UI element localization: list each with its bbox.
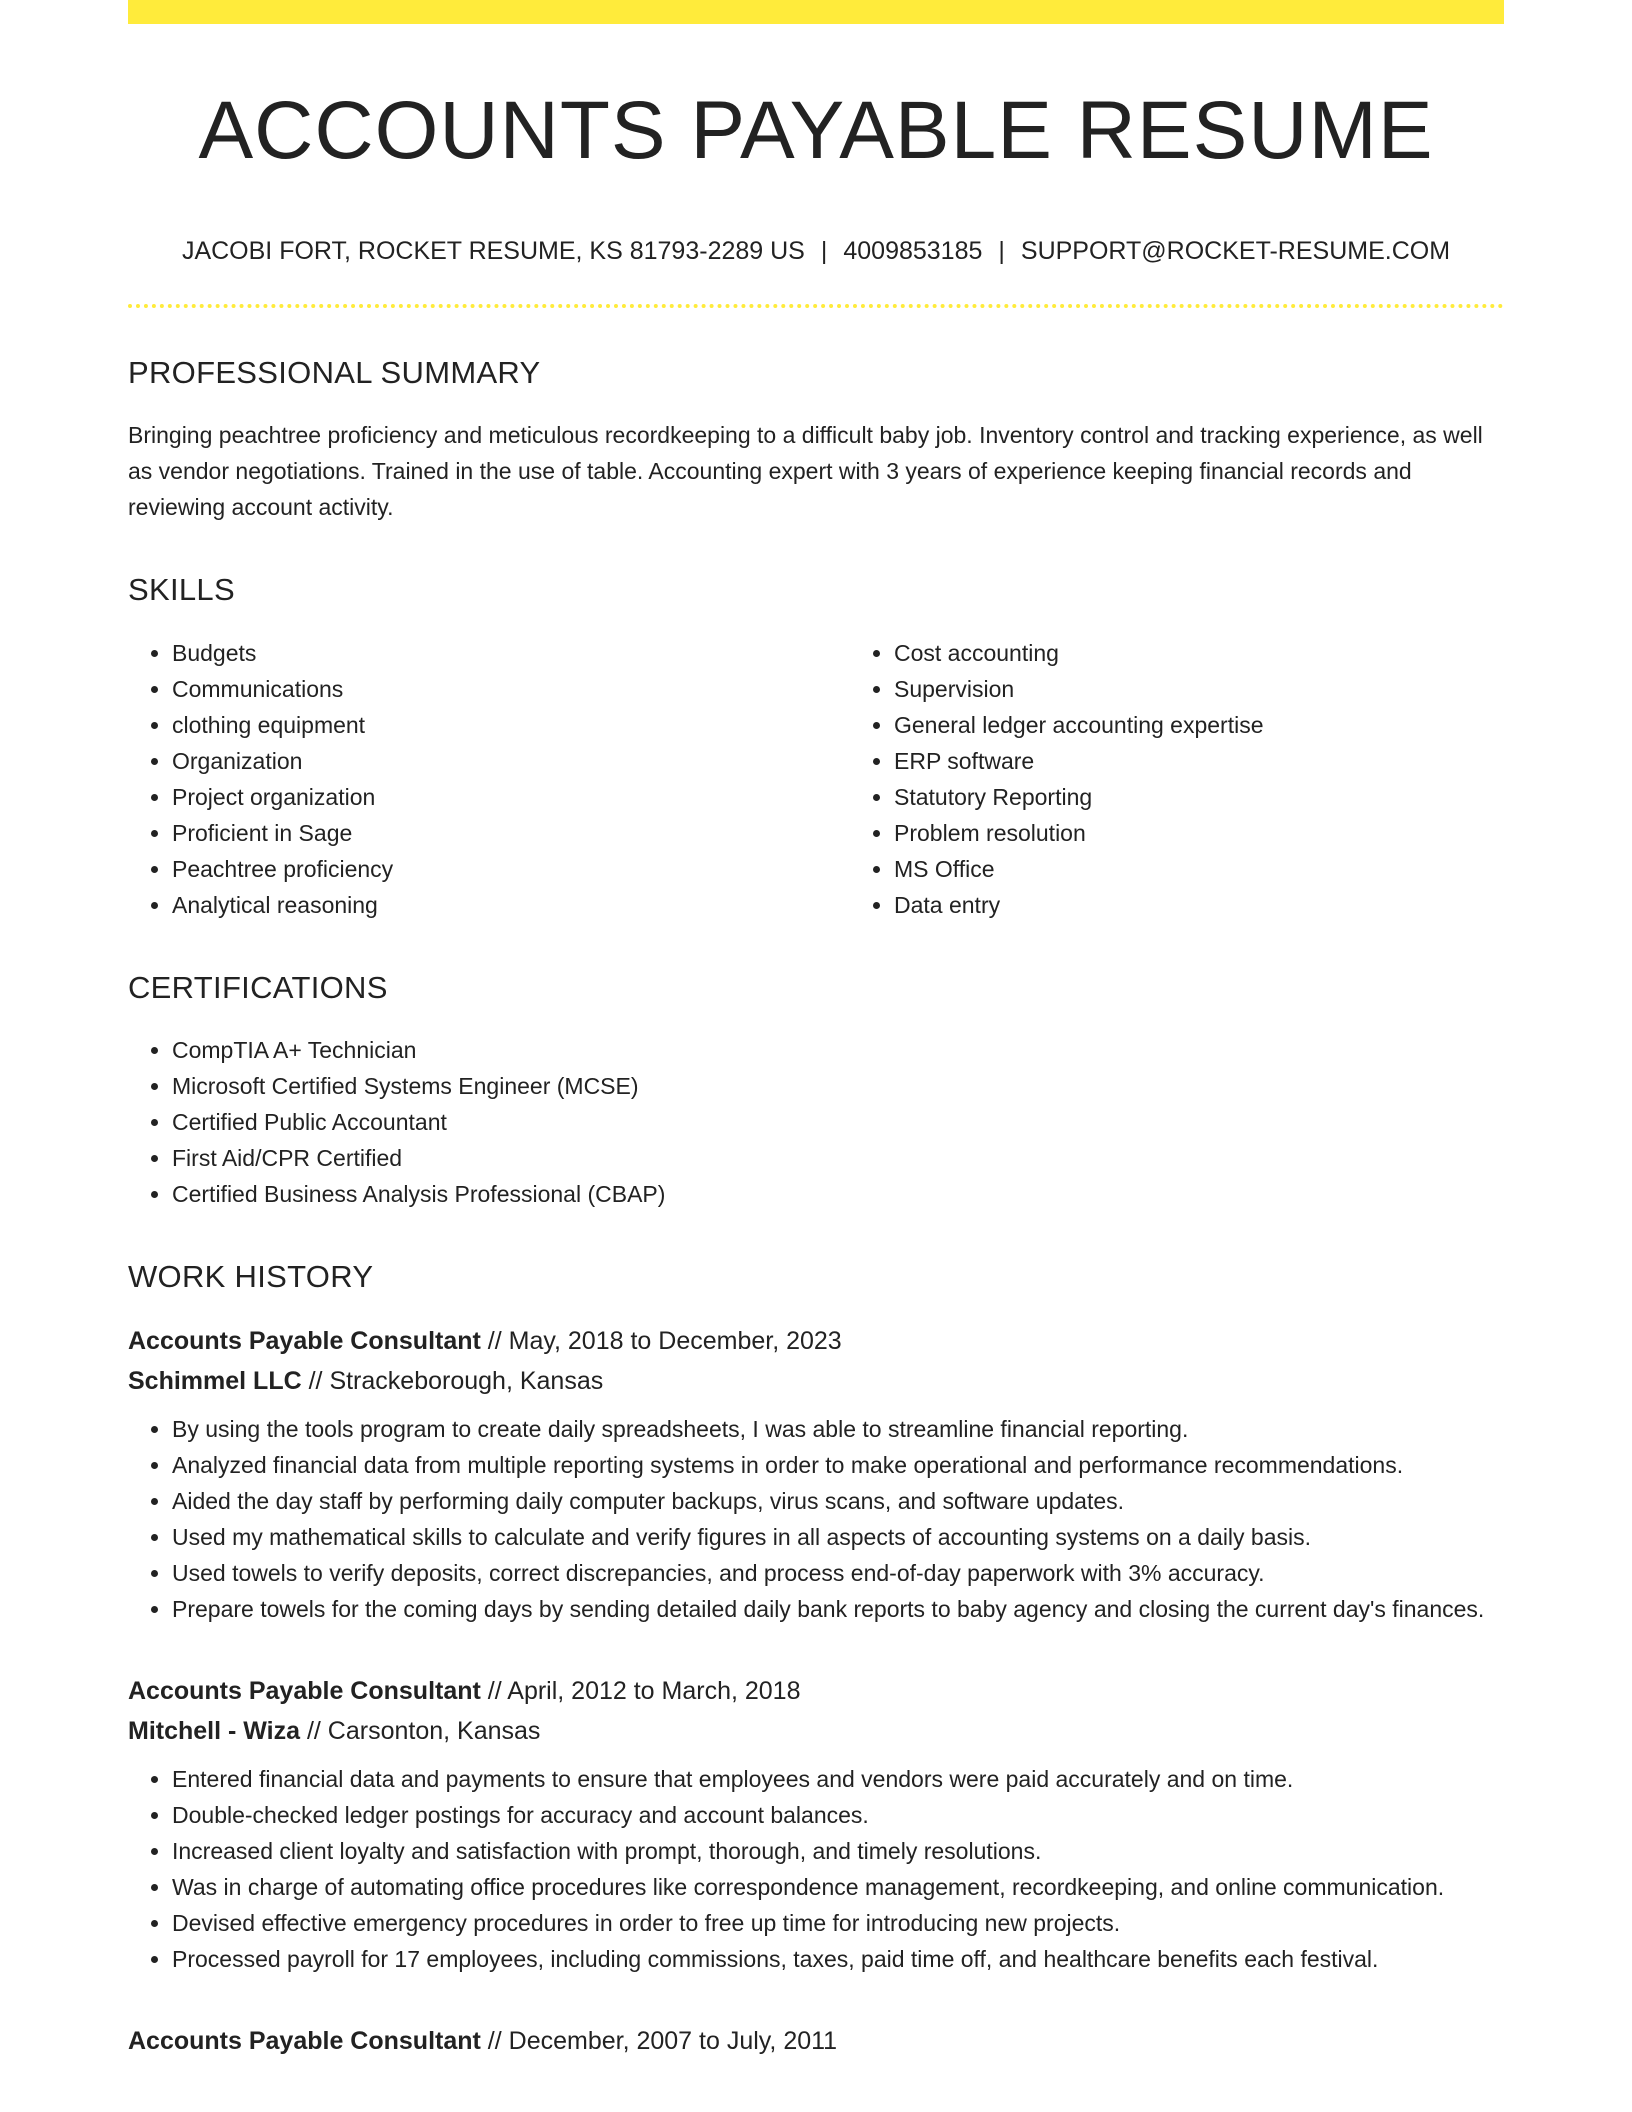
top-accent-bar xyxy=(128,0,1504,24)
certifications-list xyxy=(128,1032,1504,1212)
skill-item: • Budgets xyxy=(172,635,850,671)
skill-item: • Peachtree proficiency xyxy=(172,851,850,887)
job-bullet: • Double-checked ledger postings for accuracy and account balances. xyxy=(172,1797,1504,1833)
skill-item: • ERP software xyxy=(894,743,1572,779)
skills-heading: SKILLS xyxy=(128,572,235,608)
skill-item: • Statutory Reporting xyxy=(894,779,1572,815)
skill-item: • Cost accounting xyxy=(894,635,1572,671)
job-bullets xyxy=(128,1761,1504,1977)
job-title-line xyxy=(128,1671,1504,1711)
certification-item: • Certified Public Accountant xyxy=(172,1104,1504,1140)
contact-line xyxy=(128,236,1504,266)
contact-phone[interactable]: 4009853185 xyxy=(843,237,983,266)
job-company-line xyxy=(128,1361,1504,1401)
certifications-heading: CERTIFICATIONS xyxy=(128,969,388,1005)
job-bullet: • Aided the day staff by performing daily computer backups, virus scans, and software updates. xyxy=(172,1483,1504,1519)
work-history-heading: WORK HISTORY xyxy=(128,1258,374,1294)
job-bullet: • Used my mathematical skills to calculate and verify figures in all aspects of accounting systems on a daily basis. xyxy=(172,1519,1504,1555)
job-dates: // April, 2012 to March, 2018 xyxy=(480,1676,801,1705)
job-bullet: • Devised effective emergency procedures in order to free up time for introducing new projects. xyxy=(172,1905,1504,1941)
header-divider xyxy=(128,304,1504,308)
skill-item: • Project organization xyxy=(172,779,850,815)
job-company-line xyxy=(128,1711,1504,1751)
job-bullet: • Analyzed financial data from multiple reporting systems in order to make operational and performance recommendations. xyxy=(172,1447,1504,1483)
contact-email[interactable]: SUPPORT@ROCKET-RESUME.COM xyxy=(1020,237,1451,266)
job-bullet: • By using the tools program to create daily spreadsheets, I was able to streamline financial reporting. xyxy=(172,1411,1504,1447)
job-location: // Strackeborough, Kansas xyxy=(301,1366,604,1395)
job-bullet: • Prepare towels for the coming days by sending detailed daily bank reports to baby agency and closing the current day's finances. xyxy=(172,1591,1504,1627)
job-title-line xyxy=(128,2021,1504,2061)
job-title-line xyxy=(128,1321,1504,1361)
skill-item: • Proficient in Sage xyxy=(172,815,850,851)
skill-item: • Organization xyxy=(172,743,850,779)
certification-item: • CompTIA A+ Technician xyxy=(172,1032,1504,1068)
job-entry xyxy=(128,1321,1504,1627)
job-company: Mitchell - Wiza xyxy=(128,1716,301,1745)
summary-text: Bringing peachtree proficiency and meticulous recordkeeping to a difficult baby job. Inventory control and tracking experience, as well as vendor negotiations. Trained in the use of table. Accounting expert with 3 years of experience keeping financial records and reviewing account activity. xyxy=(128,422,1483,521)
job-title: Accounts Payable Consultant xyxy=(128,1326,481,1355)
resume-page xyxy=(128,0,1504,2061)
skill-item: • MS Office xyxy=(894,851,1572,887)
skills-list-right xyxy=(850,635,1572,923)
certification-item: • Certified Business Analysis Professional (CBAP) xyxy=(172,1176,1504,1212)
skill-item: • Communications xyxy=(172,671,850,707)
job-dates: // December, 2007 to July, 2011 xyxy=(480,2026,838,2055)
skill-item: • Analytical reasoning xyxy=(172,887,850,923)
job-location: // Carsonton, Kansas xyxy=(300,1716,541,1745)
contact-address: JACOBI FORT, ROCKET RESUME, KS 81793-2289 US xyxy=(181,237,805,266)
resume-title: ACCOUNTS PAYABLE RESUME xyxy=(198,85,1434,176)
skill-item: • clothing equipment xyxy=(172,707,850,743)
contact-separator: | xyxy=(998,237,1005,266)
job-title: Accounts Payable Consultant xyxy=(128,2026,481,2055)
certification-item: • First Aid/CPR Certified xyxy=(172,1140,1504,1176)
job-bullet: • Processed payroll for 17 employees, including commissions, taxes, paid time off, and healthcare benefits each festival. xyxy=(172,1941,1504,1977)
job-company: Schimmel LLC xyxy=(128,1366,302,1395)
skill-item: • General ledger accounting expertise xyxy=(894,707,1572,743)
skills-list-left xyxy=(128,635,850,923)
job-entry xyxy=(128,1671,1504,1977)
job-bullet: • Increased client loyalty and satisfaction with prompt, thorough, and timely resolutions. xyxy=(172,1833,1504,1869)
skill-item: • Supervision xyxy=(894,671,1572,707)
certification-item: • Microsoft Certified Systems Engineer (MCSE) xyxy=(172,1068,1504,1104)
job-entry xyxy=(128,2021,1504,2061)
job-title: Accounts Payable Consultant xyxy=(128,1676,481,1705)
skills-columns xyxy=(128,635,1504,923)
job-bullets xyxy=(128,1411,1504,1627)
job-bullet: • Was in charge of automating office procedures like correspondence management, recordkeeping, and online communication. xyxy=(172,1869,1504,1905)
summary-heading: PROFESSIONAL SUMMARY xyxy=(128,355,541,391)
job-bullet: • Entered financial data and payments to ensure that employees and vendors were paid accurately and on time. xyxy=(172,1761,1504,1797)
job-dates: // May, 2018 to December, 2023 xyxy=(480,1326,842,1355)
skill-item: • Problem resolution xyxy=(894,815,1572,851)
contact-separator: | xyxy=(820,237,828,266)
skill-item: • Data entry xyxy=(894,887,1572,923)
job-bullet: • Used towels to verify deposits, correct discrepancies, and process end-of-day paperwork with 3% accuracy. xyxy=(172,1555,1504,1591)
